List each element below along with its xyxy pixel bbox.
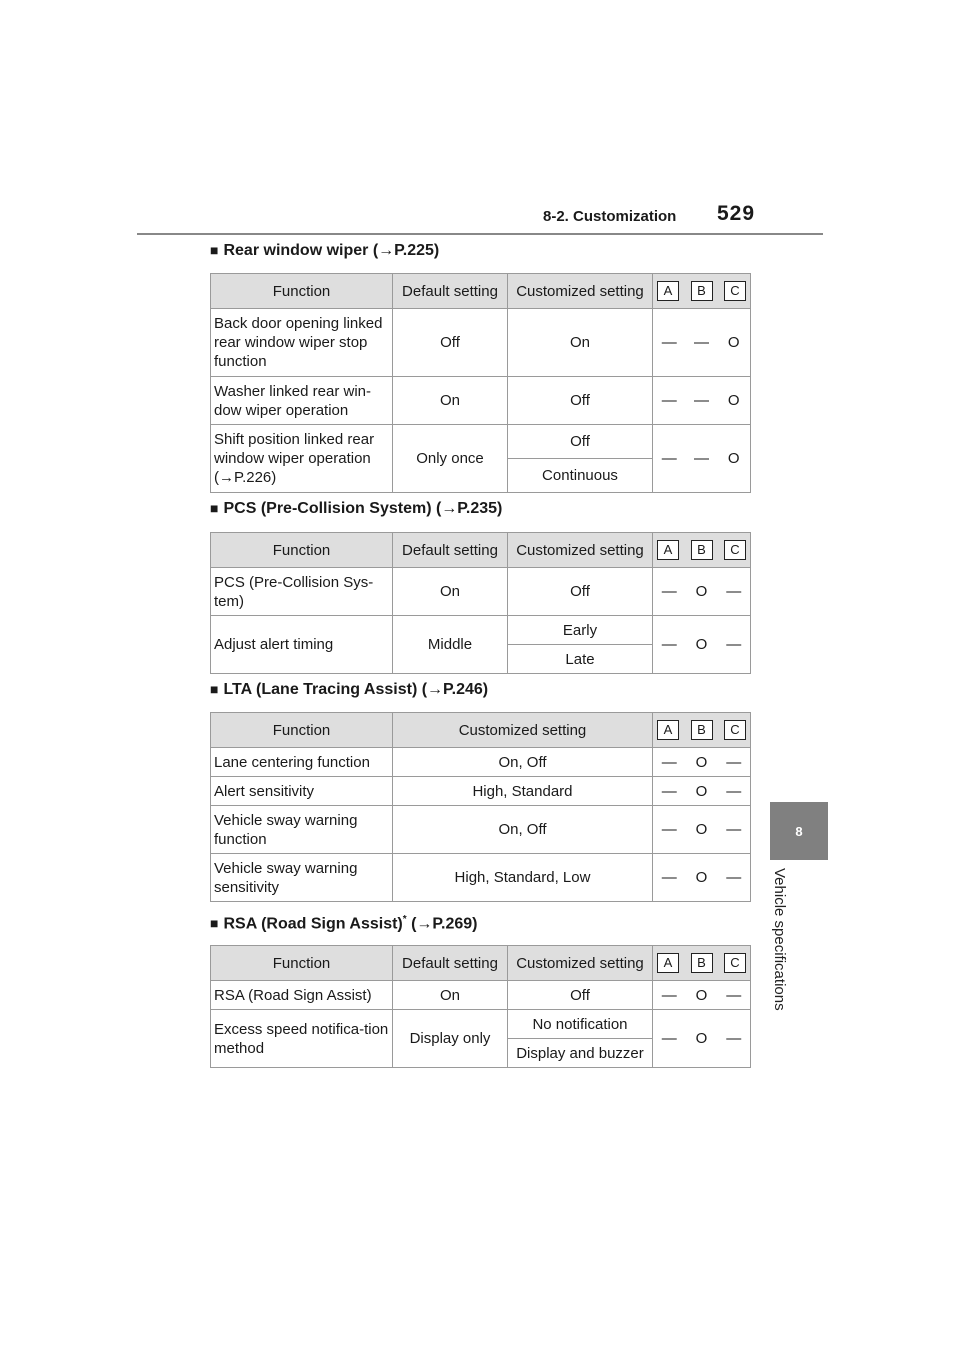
table-row: Lane centering function On, Off — O — bbox=[211, 748, 751, 777]
page-ref: →P.235) bbox=[441, 500, 503, 517]
square-bullet-icon: ■ bbox=[210, 242, 219, 258]
mode-c-box: C bbox=[724, 281, 746, 301]
mode-c-box: C bbox=[724, 953, 746, 973]
mode-b-box: B bbox=[691, 720, 713, 740]
header-function: Function bbox=[211, 274, 393, 309]
square-bullet-icon: ■ bbox=[210, 915, 219, 932]
table-row: Display and buzzer bbox=[211, 1039, 751, 1068]
table-row: Late bbox=[211, 645, 751, 674]
mode-a-box: A bbox=[657, 281, 679, 301]
header-default: Default setting bbox=[393, 274, 508, 309]
page-ref: →P.246) bbox=[427, 681, 489, 698]
section-title-rear-wiper: ■ Rear window wiper (→P.225) bbox=[210, 242, 440, 259]
mode-a-box: A bbox=[657, 953, 679, 973]
header-custom: Customized setting bbox=[508, 274, 653, 309]
table-row: Continuous bbox=[211, 459, 751, 493]
mode-a-box: A bbox=[657, 540, 679, 560]
mode-c-box: C bbox=[724, 540, 746, 560]
section-title-rsa: ■ RSA (Road Sign Assist)* (→P.269) bbox=[210, 914, 478, 933]
table-row: Washer linked rear win-dow wiper operation On Off — — O bbox=[211, 377, 751, 425]
mode-b-box: B bbox=[691, 953, 713, 973]
table-row: Alert sensitivity High, Standard — O — bbox=[211, 777, 751, 806]
table-header-row: Function Customized setting A B C bbox=[211, 713, 751, 748]
header-abc bbox=[653, 533, 751, 568]
table-row: Shift position linked rear window wiper operation (→P.226) Only once Off — — O bbox=[211, 425, 751, 459]
page-number: 529 bbox=[717, 202, 756, 225]
table-row: Back door opening linked rear window wiper stop function Off On — — O bbox=[211, 309, 751, 377]
section-header: 8-2. Customization bbox=[543, 208, 677, 225]
square-bullet-icon: ■ bbox=[210, 500, 219, 516]
header-abc bbox=[653, 713, 751, 748]
rear-wiper-table bbox=[210, 273, 751, 493]
footnote-asterisk: * bbox=[402, 914, 407, 925]
chapter-label-text: Vehicle specifications bbox=[771, 868, 788, 1011]
mode-b-box: B bbox=[691, 281, 713, 301]
chapter-tab: 8 bbox=[770, 802, 828, 860]
header-rule bbox=[137, 233, 823, 235]
table-header-row: Function Default setting Customized setting A B C bbox=[211, 946, 751, 981]
square-bullet-icon: ■ bbox=[210, 681, 219, 697]
page-ref: (→P.269) bbox=[406, 915, 478, 933]
header-abc bbox=[653, 274, 751, 309]
mode-b-box: B bbox=[691, 540, 713, 560]
table-row: Vehicle sway warning function On, Off — O — bbox=[211, 806, 751, 854]
table-row: RSA (Road Sign Assist) On Off — O — bbox=[211, 981, 751, 1010]
section-title-lta: ■ LTA (Lane Tracing Assist) (→P.246) bbox=[210, 681, 489, 698]
pcs-table bbox=[210, 532, 751, 674]
lta-table bbox=[210, 712, 751, 902]
table-row: Vehicle sway warning sensitivity High, Standard, Low — O — bbox=[211, 854, 751, 902]
table-row: Excess speed notifica-tion method Display only No notification — O — bbox=[211, 1010, 751, 1039]
table-row: Adjust alert timing Middle Early — O — bbox=[211, 616, 751, 645]
chapter-label bbox=[771, 868, 820, 1038]
table-row: PCS (Pre-Collision Sys-tem) On Off — O — bbox=[211, 568, 751, 616]
section-title-pcs: ■ PCS (Pre-Collision System) (→P.235) bbox=[210, 500, 503, 517]
page-ref: →P.225) bbox=[378, 242, 440, 259]
table-header-row bbox=[211, 274, 751, 309]
mode-c-box: C bbox=[724, 720, 746, 740]
mode-a-box: A bbox=[657, 720, 679, 740]
table-header-row: Function Default setting Customized setting A B C bbox=[211, 533, 751, 568]
rsa-table bbox=[210, 945, 751, 1068]
header-abc bbox=[653, 946, 751, 981]
